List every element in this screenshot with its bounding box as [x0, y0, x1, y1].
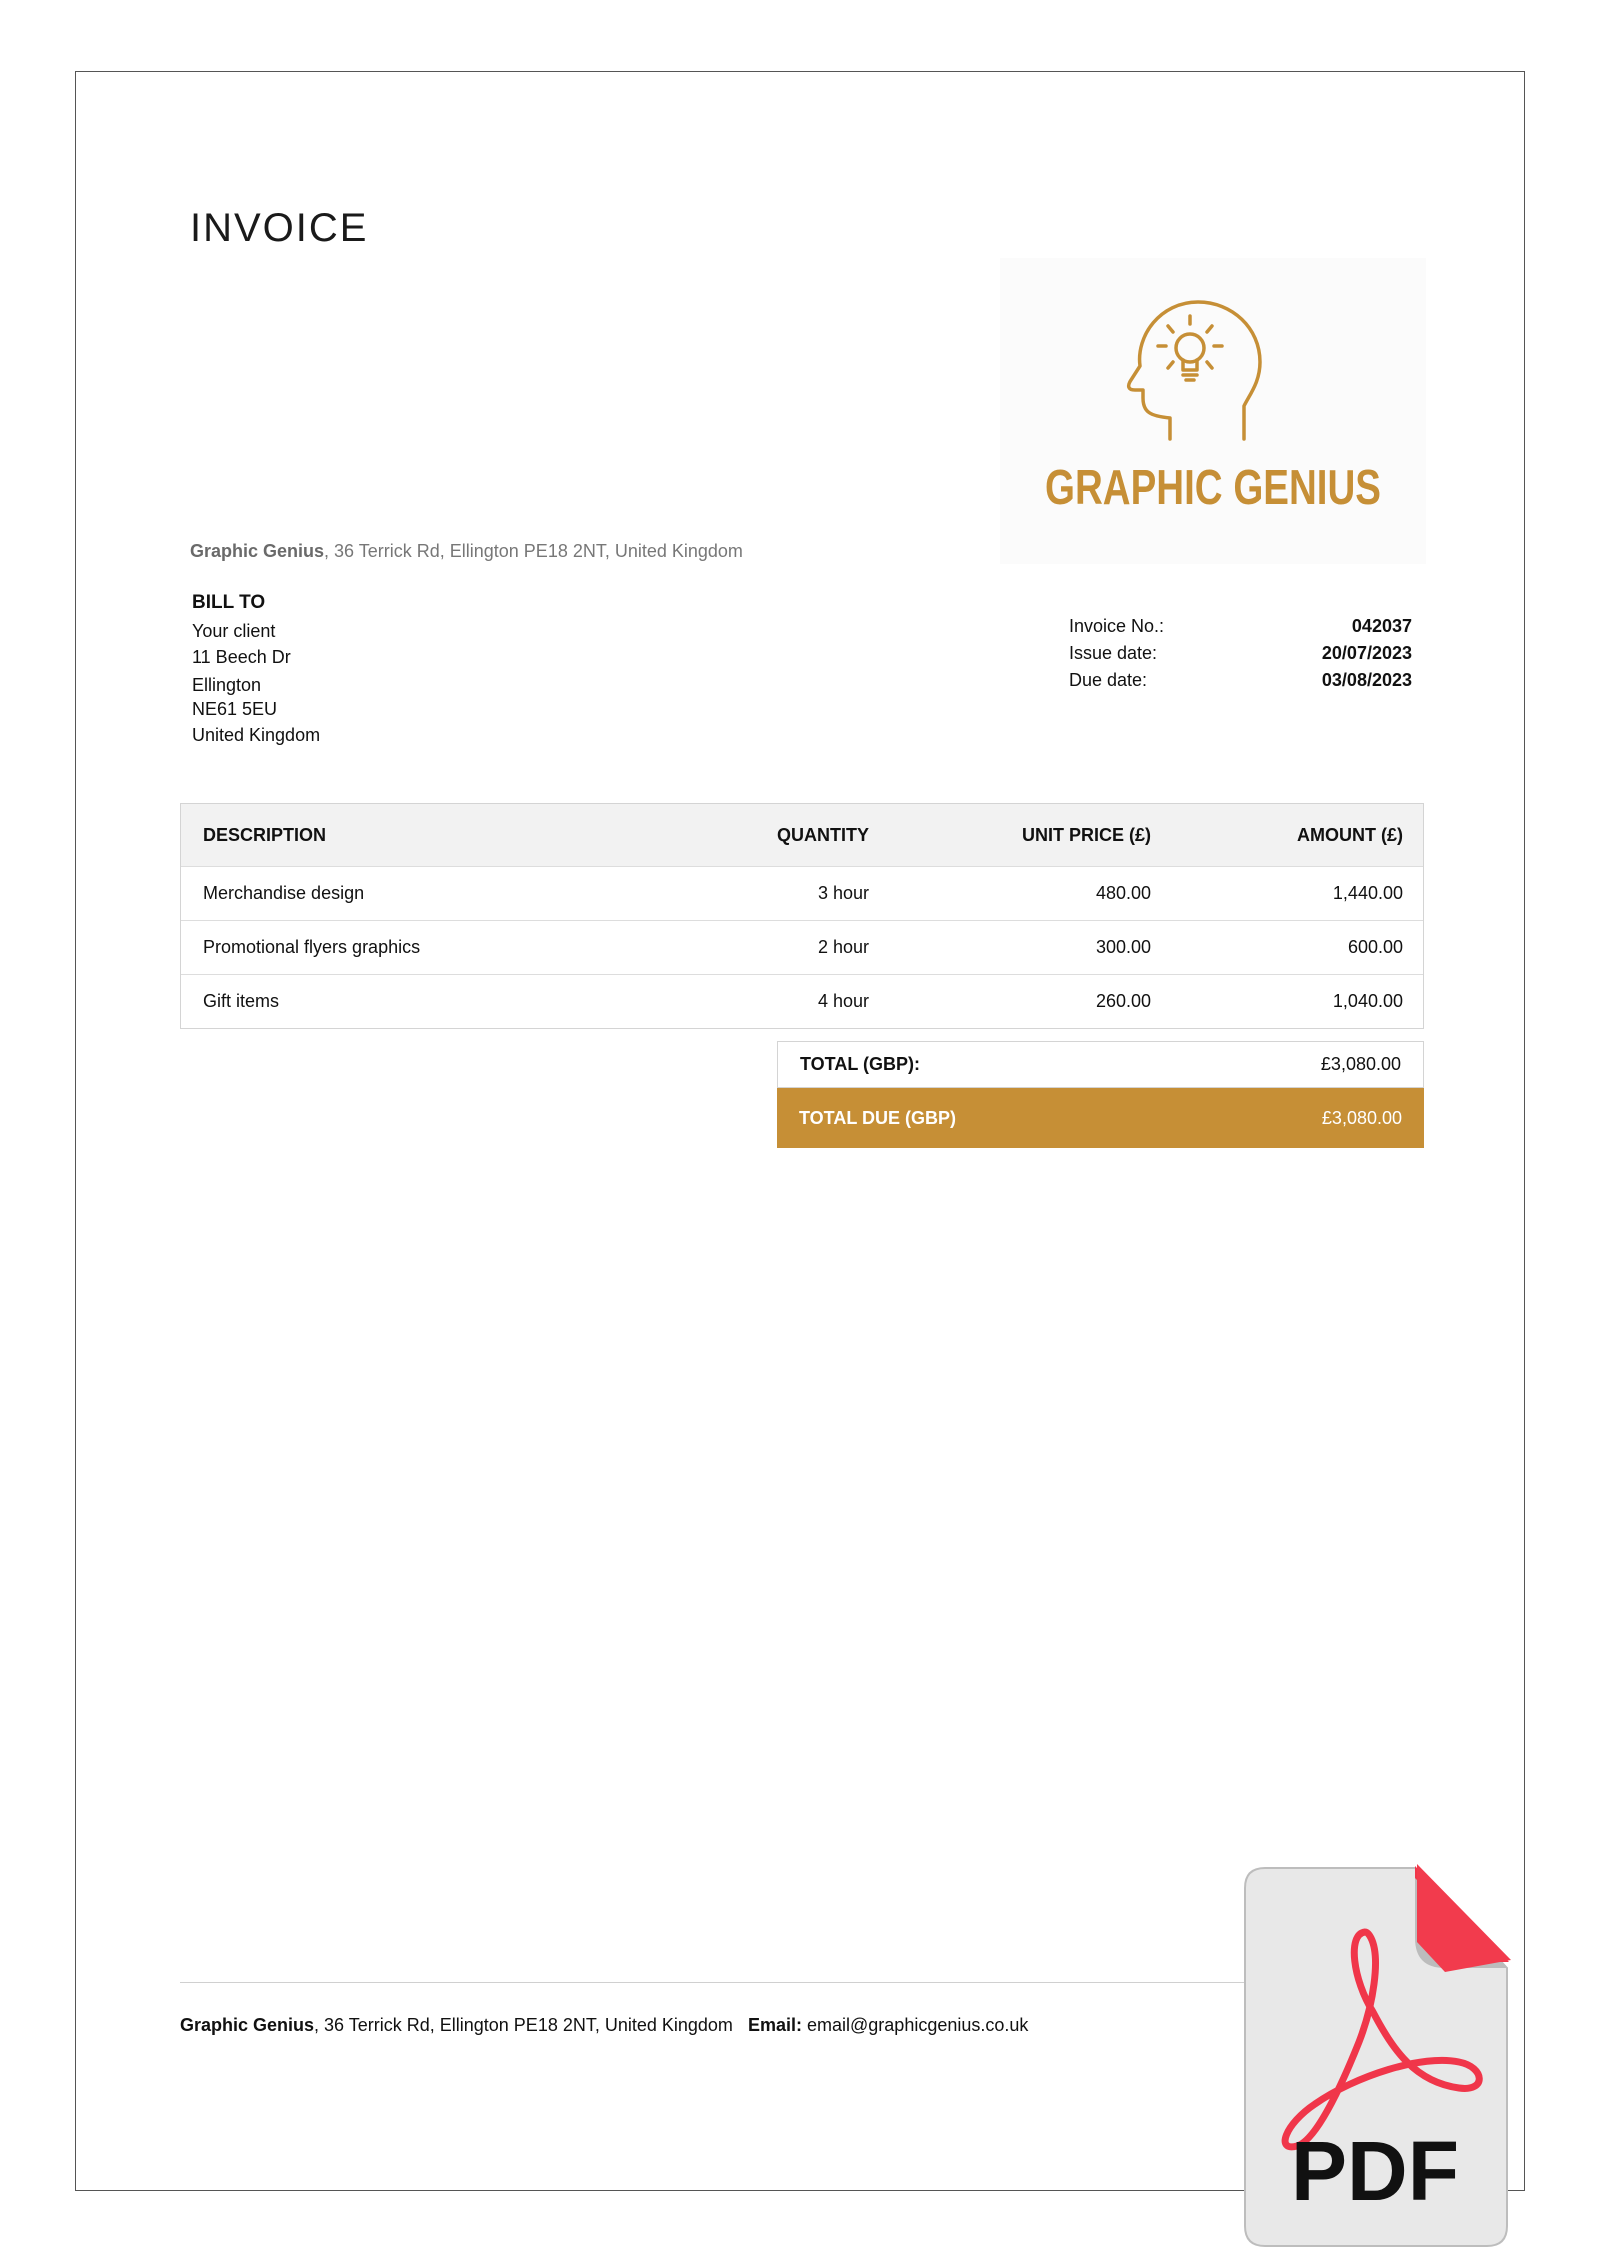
total-due-value: £3,080.00 [1321, 1107, 1402, 1128]
total-value: £3,080.00 [1320, 1054, 1401, 1074]
row-amount: 1,040.00 [1332, 991, 1403, 1011]
header-description: DESCRIPTION [203, 824, 327, 845]
pdf-file-icon [1235, 1862, 1515, 2252]
logo-text: GRAPHIC GENIUS [1045, 461, 1381, 515]
head-lightbulb-icon [1129, 302, 1260, 439]
total-label: TOTAL (GBP): [800, 1054, 920, 1074]
invoice-number-value: 042037 [1351, 616, 1412, 636]
footer-address: , 36 Terrick Rd, Ellington PE18 2NT, United Kingdom [314, 2015, 733, 2035]
invoice-meta [1069, 616, 1412, 697]
sender-address-text: , 36 Terrick Rd, Ellington PE18 2NT, United Kingdom [324, 541, 743, 561]
footer-email: email@graphicgenius.co.uk [807, 2015, 1029, 2035]
table-row [181, 920, 1423, 974]
bill-to-line: 11 Beech Dr [192, 647, 291, 667]
footer-company: Graphic Genius [180, 2015, 315, 2035]
bill-to-line: NE61 5EU [192, 699, 278, 719]
issue-date-value: 20/07/2023 [1321, 643, 1412, 663]
company-logo [1000, 258, 1426, 564]
issue-date-label: Issue date: [1069, 643, 1158, 663]
footer [180, 2015, 1028, 2036]
sender-name: Graphic Genius [190, 541, 325, 561]
bill-to-line: Your client [192, 621, 276, 641]
bill-to-label: BILL TO [192, 592, 266, 613]
total-row [777, 1041, 1424, 1088]
issue-date-row [1069, 643, 1412, 670]
footer-email-label: Email: [747, 2015, 802, 2035]
footer-divider [180, 1982, 1245, 1983]
header-amount: AMOUNT (£) [1297, 824, 1403, 845]
total-due-row [777, 1088, 1424, 1148]
row-description: Merchandise design [203, 883, 365, 903]
row-unit-price: 300.00 [1095, 937, 1151, 957]
bill-to-block [192, 590, 320, 751]
table-row [181, 866, 1423, 920]
table-row [181, 974, 1423, 1028]
row-unit-price: 480.00 [1095, 883, 1151, 903]
pdf-badge-text: PDF [1291, 2124, 1459, 2218]
row-quantity: 2 hour [817, 937, 869, 957]
invoice-title: INVOICE [190, 206, 369, 250]
row-quantity: 4 hour [817, 991, 869, 1011]
total-due-label: TOTAL DUE (GBP) [799, 1107, 956, 1128]
row-description: Gift items [203, 991, 280, 1011]
bill-to-line: United Kingdom [192, 725, 321, 745]
row-amount: 600.00 [1347, 937, 1403, 957]
line-items-table [180, 803, 1424, 1029]
header-quantity: QUANTITY [777, 824, 869, 845]
row-quantity: 3 hour [817, 883, 869, 903]
row-amount: 1,440.00 [1332, 883, 1403, 903]
due-date-row [1069, 670, 1412, 697]
invoice-number-label: Invoice No.: [1069, 616, 1165, 636]
row-unit-price: 260.00 [1095, 991, 1151, 1011]
table-header [181, 804, 1423, 866]
totals-block [777, 1041, 1424, 1148]
invoice-number-row [1069, 616, 1412, 643]
bill-to-line: Ellington [192, 675, 262, 695]
header-unit-price: UNIT PRICE (£) [1021, 824, 1151, 845]
due-date-label: Due date: [1069, 670, 1148, 690]
row-description: Promotional flyers graphics [203, 937, 421, 957]
sender-address [190, 541, 743, 562]
due-date-value: 03/08/2023 [1321, 670, 1412, 690]
